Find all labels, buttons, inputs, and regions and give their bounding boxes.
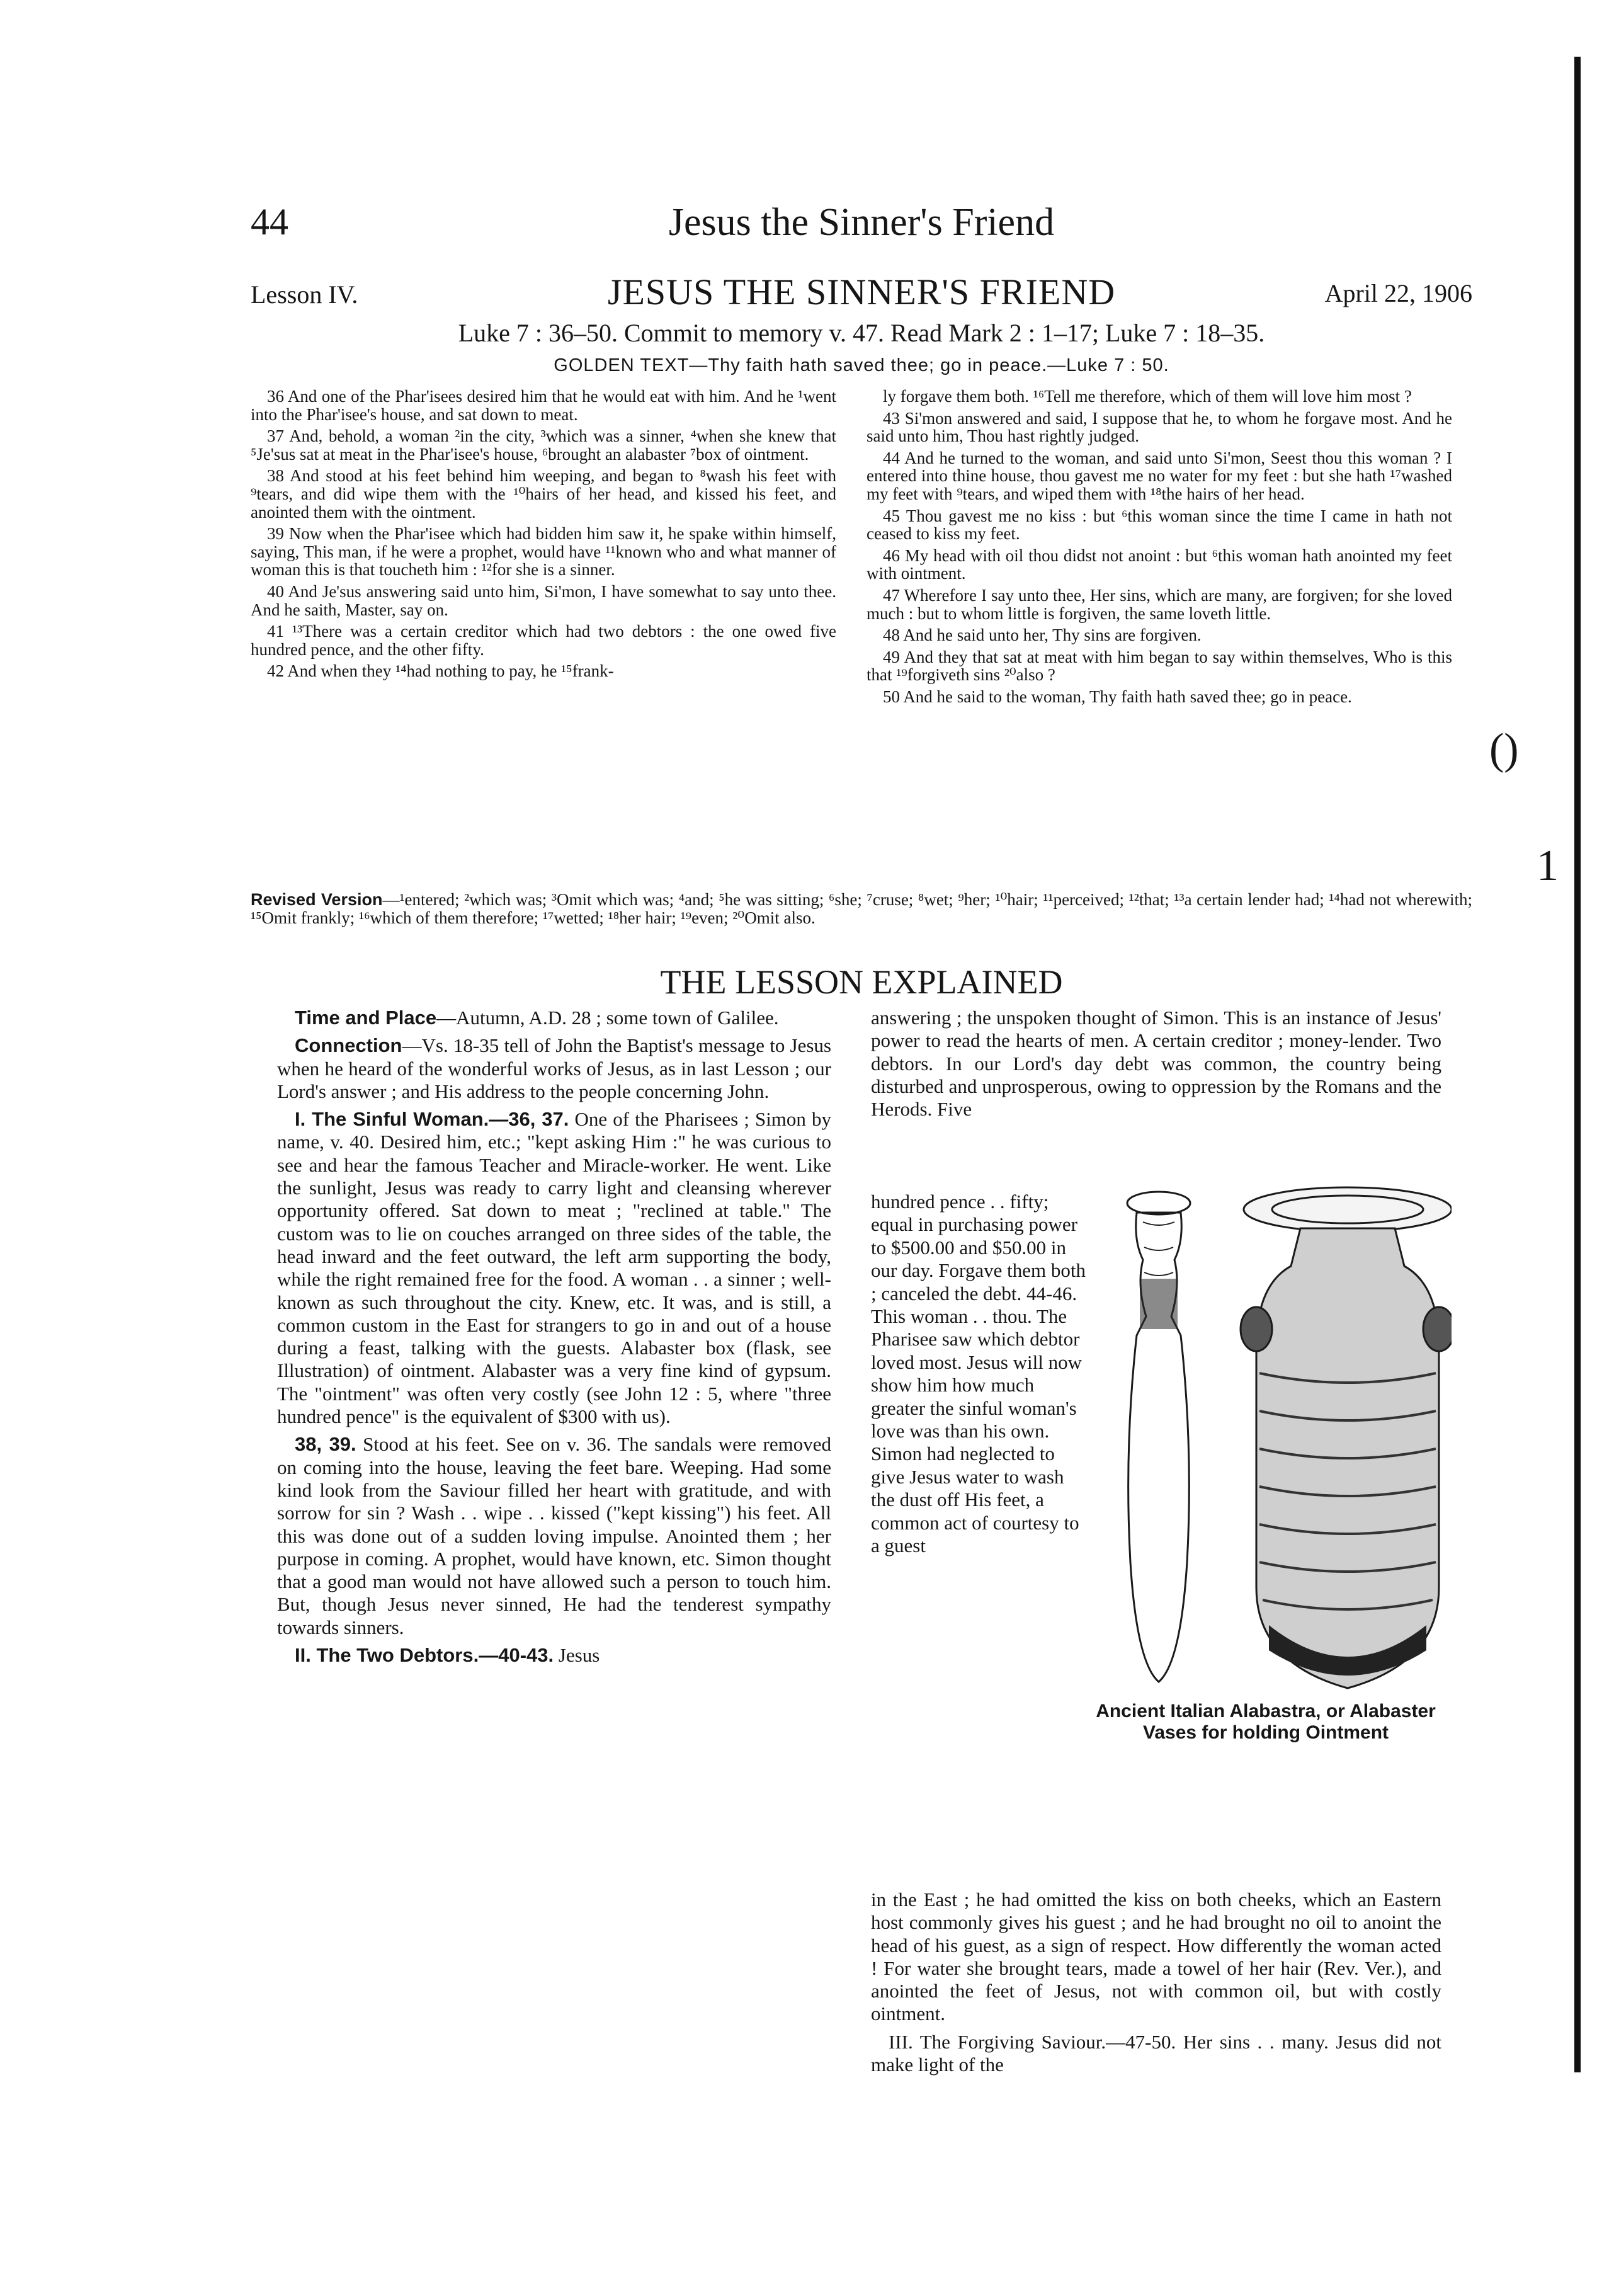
slender-alabastron [1127, 1192, 1190, 1682]
margin-mark: () [1489, 725, 1519, 774]
explanation-right-column-bottom [871, 1888, 1441, 2081]
verse: 36 And one of the Phar'isees desired him that he would eat with him. And he ¹went into the Phar'isee's house, and sat down to meat. [251, 387, 836, 424]
verse: 41 ¹³There was a certain creditor which had two debtors : the one owed five hundred pence, and the other fifty. [251, 622, 836, 659]
figure-caption: Ancient Italian Alabastra, or Alabaster Vases for holding Ointment [1096, 1701, 1436, 1743]
verse: 45 Thou gavest me no kiss : but ⁶this woman since the time I came in hath not ceased to kiss my feet. [867, 506, 1452, 544]
banded-alabastron [1241, 1187, 1452, 1688]
running-head [251, 200, 1472, 257]
lesson-number: Lesson IV. [251, 280, 358, 309]
verse: 44 And he turned to the woman, and said unto Si'mon, Seest thou this woman ? I entered into thine house, thou gavest me no water for my feet : but she hath ¹⁷washed my feet with ⁹tears, and wiped them with ¹⁸the hairs of her head. [867, 448, 1452, 503]
explanation-paragraph: Time and Place—Autumn, A.D. 28 ; some town of Galilee. [295, 1007, 779, 1029]
scripture-reference: Luke 7 : 36–50. Commit to memory v. 47. Read Mark 2 : 1–17; Luke 7 : 18–35. [458, 319, 1265, 347]
explanation-paragraph: Connection—Vs. 18-35 tell of John the Baptist's message to Jesus when he heard of the wonderful works of Jesus, as in last Lesson ; our Lord's answer ; and His address to the people concerning John. [277, 1034, 831, 1102]
section-title: THE LESSON EXPLAINED [660, 963, 1063, 1001]
explanation-paragraph: 38, 39. Stood at his feet. See on v. 36. The sandals were removed on coming into the house, leaving the feet bare. Weeping. Had some kind look from the Saviour filled her heart with gratitude, and with sorrow for sin ? Wash . . wipe . . kissed ("kept kissing") his feet. All this was done out of a sudden loving impulse. Anointed them ; her purpose in coming. A prophet, would have known, etc. Simon thought that a good man would not have allowed such a person to touch him. But, though Jesus never sinned, He had the tenderest sympathy towards sinners. [277, 1433, 831, 1638]
revised-version-notes [251, 891, 1472, 927]
page-edge-bar [1574, 57, 1581, 2072]
running-title: Jesus the Sinner's Friend [668, 201, 1055, 244]
alabaster-vases-illustration [1099, 1184, 1452, 1701]
verse: 37 And, behold, a woman ²in the city, ³which was a sinner, ⁴when she knew that ⁵Je'sus sat at meat in the Phar'isee's house, ⁶brought an alabaster ⁷box of ointment. [251, 426, 836, 464]
verse: 48 And he said unto her, Thy sins are forgiven. [883, 625, 1202, 645]
explanation-right-column-top [871, 1007, 1441, 1126]
margin-mark: 1 [1537, 842, 1559, 890]
explanation-left-column [277, 1007, 831, 1672]
paragraph-heading: II. The Two Debtors.—40-43. [295, 1644, 554, 1667]
verse: 43 Si'mon answered and said, I suppose that he, to whom he forgave most. And he said unto him, Thou hast rightly judged. [867, 408, 1452, 446]
verse: 46 My head with oil thou didst not anoint : but ⁶this woman hath anointed my feet with ointment. [867, 545, 1452, 583]
verse: 49 And they that sat at meat with him began to say within themselves, Who is this that ¹⁹forgiveth sins ²⁰also ? [867, 647, 1452, 685]
paragraph-heading: I. The Sinful Woman.—36, 37. [295, 1108, 569, 1131]
explanation-paragraph: hundred pence . . fifty; equal in purchasing power to $500.00 and $50.00 in our day. Forgave them both ; canceled the debt. 44-46. This woman . . thou. The Pharisee saw which debtor loved most. Jesus will now show him how much greater the sinful woman's love was than his own. Simon had neglected to give Jesus water to wash the dust off His feet, a common act of courtesy to a guest [871, 1191, 1086, 1557]
lesson-title: JESUS THE SINNER'S FRIEND [607, 271, 1116, 312]
verse: 40 And Je'sus answering said unto him, Si'mon, I have somewhat to say unto thee. And he saith, Master, say on. [251, 581, 836, 619]
verse: 50 And he said to the woman, Thy faith hath saved thee; go in peace. [883, 687, 1352, 706]
verse: 42 And when they ¹⁴had nothing to pay, he ¹⁵frank- [267, 661, 614, 681]
explanation-paragraph: I. The Sinful Woman.—36, 37. One of the Pharisees ; Simon by name, v. 40. Desired him, etc.; "kept asking Him :" he was curious to see and hear the famous Teacher and Miracle-worker. He went. Like the sunlight, Jesus was ready to carry light and cleansing wherever opportunity offered. Sat down to meat ; "reclined at table." The custom was to lie on couches arranged on three sides of the table, the head inward and the feet outward, the left arm supporting the body, while the right remained free for the food. A woman . . a sinner ; well-known as such throughout the city. Knew, etc. It was, and is still, a common custom in the East for strangers to go in and out of a house during a feast, talking with the guests. Alabaster box (flask, see Illustration) of ointment. Alabaster was a very fine kind of gypsum. The "ointment" was often very costly (see John 12 : 5, where "three hundred pence" is the equivalent of $300 with us). [277, 1108, 831, 1428]
explanation-paragraph: in the East ; he had omitted the kiss on both cheeks, which an Eastern host commonly gives his guest ; and he had brought no oil to anoint the head of his guest, as a sign of respect. How differently the woman acted ! For water she brought tears, made a towel of her hair (Rev. Ver.), and anointed the feet of Jesus, not with common oil, but with costly ointment. [871, 1888, 1441, 2025]
revised-version-label: Revised Version [251, 890, 383, 909]
lesson-date: April 22, 1906 [1324, 279, 1472, 307]
explanation-paragraph: II. The Two Debtors.—40-43. Jesus [295, 1644, 600, 1667]
paragraph-heading: 38, 39. [295, 1433, 356, 1456]
page-number: 44 [251, 201, 288, 243]
verse: 39 Now when the Phar'isee which had bidden him saw it, he spake within himself, saying, This man, if he were a prophet, would have ¹¹known who and what manner of woman this is that toucheth him : ¹²for she is a sinner. [251, 524, 836, 580]
golden-text: GOLDEN TEXT—Thy faith hath saved thee; go in peace.—Luke 7 : 50. [554, 355, 1169, 375]
lesson-header [251, 271, 1472, 315]
verse: 38 And stood at his feet behind him weeping, and began to ⁸wash his feet with ⁹tears, and did wipe them with the ¹⁰hairs of her head, and kissed his feet, and anointed them with the ointment. [251, 466, 836, 522]
verse: 47 Wherefore I say unto thee, Her sins, which are many, are forgiven; for she loved much : but to whom little is forgiven, the same loveth little. [867, 585, 1452, 623]
paragraph-heading: Time and Place [295, 1007, 437, 1029]
verses-right-column [867, 387, 1452, 710]
verse: ly forgave them both. ¹⁶Tell me therefore, which of them will love him most ? [883, 387, 1412, 406]
explanation-narrow-column [871, 1191, 1091, 1563]
revised-version-text: —¹entered; ²which was; ³Omit which was; ⁴and; ⁵he was sitting; ⁶she; ⁷cruse; ⁸wet; ⁹her; ¹⁰hair; ¹¹perceived; ¹²that; ¹³a certain lender had; ¹⁴had not wherewith; ¹⁵Omit frankly; ¹⁶which of them therefore; ¹⁷wetted; ¹⁸her hair; ¹⁹even; ²⁰Omit also. [251, 890, 1472, 927]
paragraph-heading: Connection [295, 1034, 402, 1057]
explanation-paragraph: answering ; the unspoken thought of Simon. This is an instance of Jesus' power to read the hearts of men. A certain creditor ; money-lender. Two debtors. In our Lord's day debt was common, the country being disturbed and unprosperous, owing to oppression by the Romans and the Herods. Five [871, 1007, 1441, 1121]
verses-left-column [251, 387, 836, 684]
explanation-paragraph: III. The Forgiving Saviour.—47-50. Her sins . . many. Jesus did not make light of the [871, 2030, 1441, 2076]
